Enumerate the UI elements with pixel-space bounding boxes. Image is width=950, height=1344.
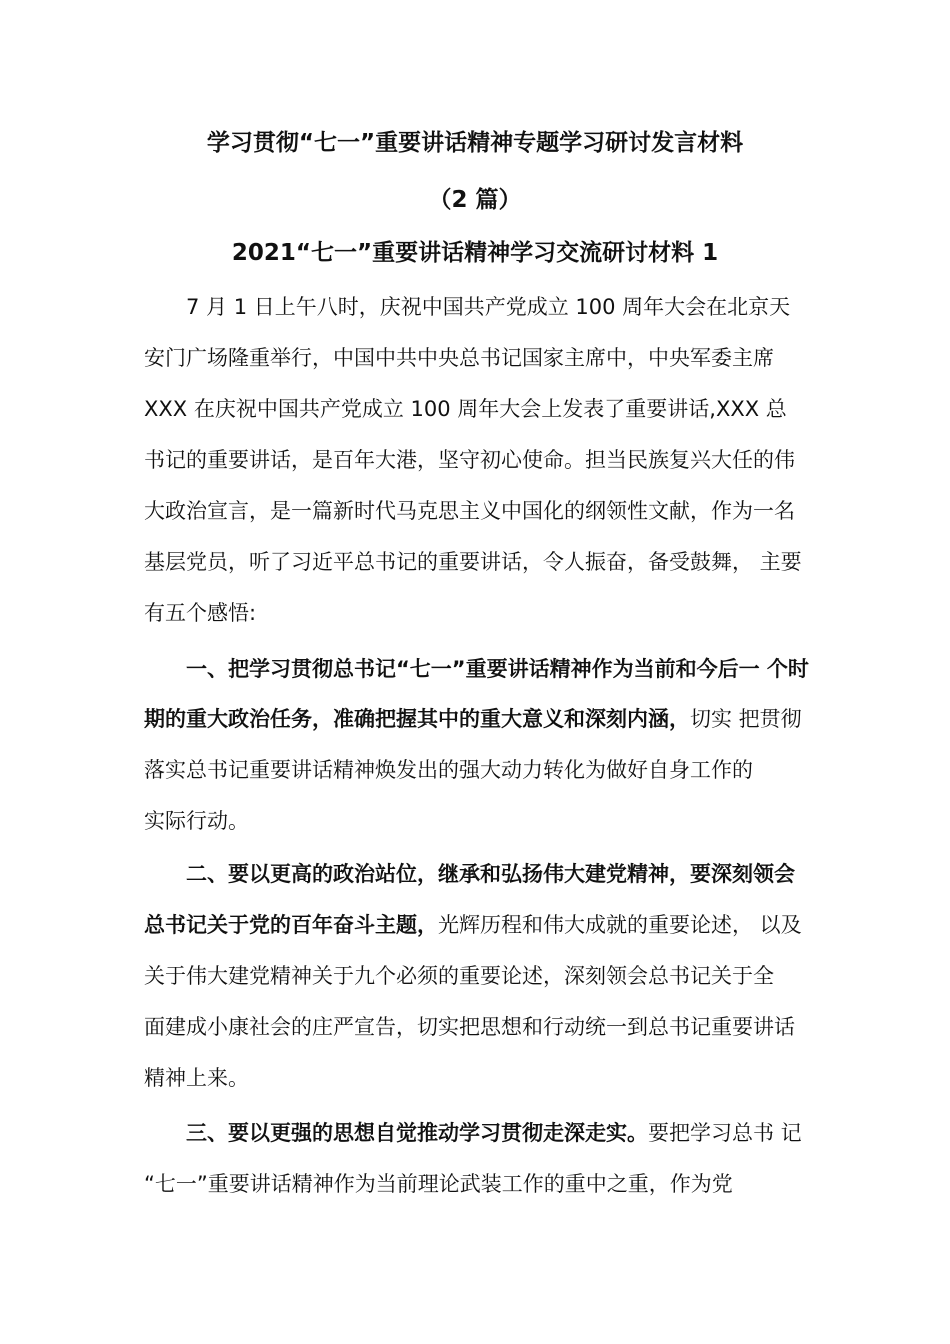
intro-line: 大政治宣言，是一篇新时代马克思主义中国化的纲领性文献，作为一名 [144,499,795,523]
document-subtitle: 2021“七一”重要讲话精神学习交流研讨材料 1 [231,240,719,266]
point-3-text: 要把学习总书 记 [648,1121,802,1145]
point-2-line [144,910,802,940]
point-2-line: 精神上来。 [144,1066,249,1090]
point-1-line: 实际行动。 [144,809,249,833]
intro-line: XXX 在庆祝中国共产党成立 100 周年大会上发表了重要讲话,XXX 总 [144,397,787,421]
point-1-line: 落实总书记重要讲话精神焕发出的强大动力转化为做好自身工作的 [144,758,753,782]
point-1-heading-cont: 期的重大政治任务，准确把握其中的重大意义和深刻内涵， [144,707,690,731]
intro-line: 有五个感悟: [144,601,257,625]
point-2-heading-cont: 总书记关于党的百年奋斗主题， [144,913,438,937]
point-2-heading: 二、要以更高的政治站位，继承和弘扬伟大建党精神，要深刻领会 [186,862,795,886]
point-3-line: “七一”重要讲话精神作为当前理论武装工作的重中之重，作为党 [144,1172,733,1196]
point-1-text: 切实 把贯彻 [690,707,802,731]
document-title: 学习贯彻“七一”重要讲话精神专题学习研讨发言材料 [206,130,744,156]
intro-line: 7 月 1 日上午八时，庆祝中国共产党成立 100 周年大会在北京天 [186,295,791,319]
intro-line: 基层党员，听了习近平总书记的重要讲话，令人振奋，备受鼓舞， 主要 [144,550,802,574]
point-1-heading: 一、把学习贯彻总书记“七一”重要讲话精神作为当前和今后一 个时 [186,657,809,681]
point-2-text: 光辉历程和伟大成就的重要论述， 以及 [438,913,802,937]
point-2-line: 面建成小康社会的庄严宣告，切实把思想和行动统一到总书记重要讲话 [144,1015,795,1039]
intro-line: 书记的重要讲话，是百年大港，坚守初心使命。担当民族复兴大任的伟 [144,448,795,472]
intro-line: 安门广场隆重举行，中国中共中央总书记国家主席中，中央军委主席 [144,346,774,370]
point-1-line [144,704,802,734]
point-3-line [186,1118,802,1148]
point-3-heading: 三、要以更强的思想自觉推动学习贯彻走深走实。 [186,1121,648,1145]
point-2-line: 关于伟大建党精神关于九个必须的重要论述，深刻领会总书记关于全 [144,964,774,988]
document-title-count: （2 篇） [428,187,522,213]
